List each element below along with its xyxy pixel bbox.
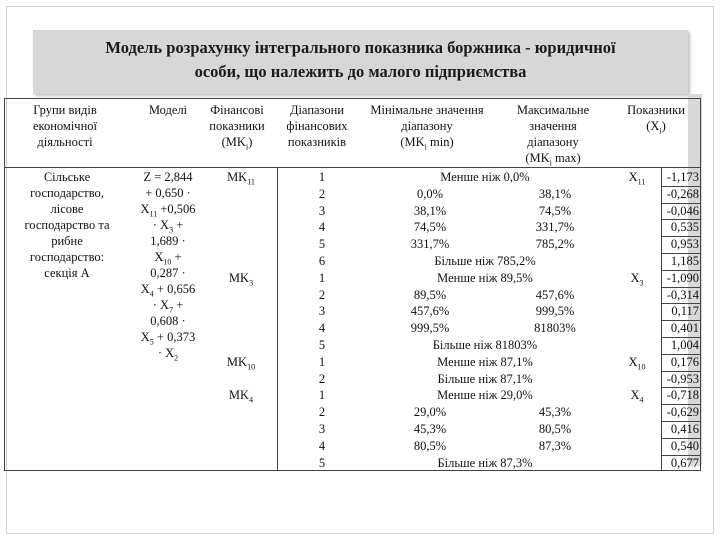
indicator-value: 0,535 [670, 220, 699, 235]
range-min-value: 457,6% [410, 304, 450, 319]
header-financial-line: Фінансові [210, 103, 264, 117]
row-divider [661, 270, 700, 271]
group-line: господарство, [30, 186, 104, 200]
header-max-line: Максимальне [516, 103, 590, 117]
header-ranges [277, 102, 357, 150]
header-group-line: Групи видів [33, 103, 97, 117]
header-min-line: Мінімальне значення [370, 103, 484, 117]
row-divider [661, 219, 700, 220]
indicator-x-label: $X_{11}$ [628, 170, 646, 187]
formula-line: $X_{11} +0,506$ [140, 202, 196, 219]
range-min-value: 0,0% [416, 186, 444, 201]
range-merged-value: Більше ніж 785,2% [434, 254, 536, 268]
range-merged-value: Більше ніж 81803% [432, 338, 538, 352]
header-financial [197, 102, 277, 150]
range-merged-value: Менше ніж 89,5% [437, 270, 533, 285]
range-number: 4 [318, 321, 326, 336]
range-max-value: 45,3% [538, 405, 572, 420]
range-number: 3 [318, 422, 326, 436]
formula-line: · $X_7$ + [152, 298, 184, 315]
subscript: 11 [247, 177, 255, 187]
indicator-value: 1,185 [670, 254, 699, 268]
title-line-1: Модель розрахунку інтегрального показника боржника - юридичної [105, 38, 616, 57]
header-indicators-symbol: $(X_i)$ [646, 119, 666, 136]
group-line: секція А [44, 266, 90, 280]
header-group-line: діяльності [37, 135, 93, 149]
row-divider [661, 303, 700, 304]
formula-line: 0,287 · [150, 266, 186, 280]
indicator-value: -0,629 [666, 405, 699, 420]
formula-line: · $X_2$ [157, 346, 179, 363]
header-financial-line: показники [209, 119, 265, 133]
header-max [495, 102, 611, 166]
range-max-value: 331,7% [535, 220, 575, 235]
header-min-symbol: ($MK_i$ min) [400, 135, 454, 152]
subscript: 11 [637, 177, 646, 187]
header-min-line: діапазону [401, 119, 453, 133]
range-number: 5 [318, 455, 326, 470]
financial-indicator-label: $MK_{11}$ [227, 170, 255, 187]
row-divider [661, 387, 700, 388]
subscript: 5 [149, 337, 154, 347]
range-merged-value: Менше ніж 87,1% [437, 354, 533, 369]
header-max-symbol: ($MK_i$ max) [525, 151, 581, 168]
financial-indicator-label: $MK_4$ [228, 388, 254, 405]
row-divider [661, 337, 700, 338]
header-group [5, 102, 125, 150]
indicator-value: -1,173 [666, 170, 699, 184]
range-number: 2 [318, 186, 326, 201]
range-number: 5 [318, 338, 326, 352]
range-min-value: 331,7% [410, 237, 450, 252]
subscript: 3 [639, 278, 644, 288]
group-cell [5, 169, 129, 281]
range-number: 1 [318, 270, 326, 285]
range-min-value: 45,3% [413, 422, 447, 436]
row-divider [661, 203, 700, 204]
subscript: 4 [249, 395, 254, 405]
formula-line: $X_{10}$ + [154, 250, 182, 267]
range-max-value: 38,1% [538, 186, 572, 201]
range-max-value: 87,3% [538, 438, 572, 453]
range-number: 5 [318, 237, 326, 252]
indicator-value: 0,540 [670, 438, 699, 453]
row-divider [661, 404, 700, 405]
indicator-value: 1,004 [670, 338, 699, 352]
indicator-value: 0,677 [670, 455, 699, 470]
header-ranges-line: фінансових [286, 119, 348, 133]
indicator-value: -0,314 [666, 287, 699, 302]
range-max-value: 999,5% [535, 304, 575, 319]
range-merged-value: Більше ніж 87,3% [437, 455, 533, 470]
row-divider [661, 253, 700, 254]
group-line: господарство та [24, 218, 110, 232]
subscript: 10 [247, 362, 256, 372]
range-number: 3 [318, 304, 326, 319]
range-number: 2 [318, 287, 326, 302]
header-group-line: економічної [32, 119, 98, 133]
formula-line: $X_4 + 0,656$ [140, 282, 196, 299]
range-number: 6 [318, 254, 326, 268]
range-merged-value: Більше ніж 87,1% [437, 371, 533, 386]
range-merged-value: Менше ніж 0,0% [440, 170, 530, 184]
row-divider [661, 438, 700, 439]
row-divider [661, 287, 700, 288]
header-indicators [611, 102, 701, 134]
row-divider [661, 186, 700, 187]
indicator-x-label: $X_{10}$ [628, 354, 646, 372]
range-number: 1 [318, 354, 326, 369]
indicator-value: 0,401 [670, 321, 699, 336]
formula-line: + 0,650 · [145, 186, 191, 200]
group-line: лісове [50, 202, 84, 216]
subscript: 10 [637, 362, 646, 372]
range-number: 1 [318, 388, 326, 403]
header-min [357, 102, 497, 150]
title-line-2: особи, що належить до малого підприємства [194, 62, 527, 81]
group-line: Сільське [43, 170, 91, 184]
range-min-value: 38,1% [413, 203, 447, 218]
range-number: 4 [318, 220, 326, 235]
subscript: 2 [174, 353, 179, 363]
indicator-x-label: $X_3$ [630, 270, 644, 288]
header-ranges-line: показників [287, 135, 347, 149]
range-min-value: 74,5% [413, 220, 447, 235]
range-number: 1 [318, 170, 326, 184]
formula-line: · $X_3$ + [152, 218, 184, 235]
financial-indicator-label: $MK_{10}$ [226, 354, 256, 372]
formula-line: Z = 2,844 [143, 170, 193, 184]
range-min-value: 999,5% [410, 321, 450, 336]
formula-line: $X_5 + 0,373$ [140, 330, 196, 347]
indicator-value: 0,117 [671, 304, 699, 319]
range-max-value: 80,5% [538, 422, 572, 436]
group-line: господарство: [29, 250, 105, 264]
header-max-line: діапазону [527, 135, 579, 149]
indicator-value: -0,268 [666, 186, 699, 201]
range-min-value: 80,5% [413, 438, 447, 453]
header-ranges-line: Діапазони [289, 103, 345, 117]
indicator-value: 0,176 [670, 354, 699, 369]
range-max-value: 81803% [534, 321, 576, 336]
indicator-value: -0,046 [666, 203, 699, 218]
financial-indicator-label: $MK_3$ [228, 270, 254, 288]
header-max-line: значення [529, 119, 577, 133]
subscript: 11 [149, 209, 158, 219]
subscript: 3 [249, 278, 254, 288]
formula-line: 0,608 · [150, 314, 186, 328]
range-min-value: 89,5% [413, 287, 447, 302]
row-divider [661, 371, 700, 372]
range-max-value: 785,2% [535, 237, 575, 252]
formula-line: 1,689 · [150, 234, 186, 248]
row-divider [661, 236, 700, 237]
range-merged-value: Менше ніж 29,0% [437, 388, 533, 403]
range-number: 3 [318, 203, 326, 218]
range-max-value: 457,6% [535, 287, 575, 302]
slide-title [33, 36, 688, 84]
row-divider [661, 320, 700, 321]
row-divider [661, 455, 700, 456]
subscript: 10 [163, 257, 172, 267]
indicator-value: -0,953 [666, 371, 699, 386]
range-min-value: 29,0% [413, 405, 447, 420]
range-max-value: 74,5% [538, 203, 572, 218]
header-model: Моделі [148, 103, 188, 117]
group-line: рибне [51, 234, 83, 248]
indicator-value: -0,718 [666, 388, 699, 403]
subscript: 7 [169, 305, 174, 315]
subscript: 4 [149, 289, 154, 299]
indicator-value: 0,953 [670, 237, 699, 252]
header-divider [5, 167, 700, 168]
row-divider [661, 354, 700, 355]
indicator-x-label: $X_4$ [630, 388, 644, 405]
model-table [4, 98, 701, 471]
range-number: 2 [318, 405, 326, 420]
subscript: 3 [169, 225, 174, 235]
subscript: 4 [639, 395, 644, 405]
indicator-value: -1,090 [666, 270, 699, 285]
header-financial-symbol: $(MK_i)$ [221, 135, 253, 152]
header-indicators-line: Показники [627, 103, 685, 117]
row-divider [661, 421, 700, 422]
model-formula [127, 169, 209, 361]
range-number: 2 [318, 371, 326, 386]
indicator-value: 0,416 [670, 422, 699, 436]
range-number: 4 [318, 438, 326, 453]
